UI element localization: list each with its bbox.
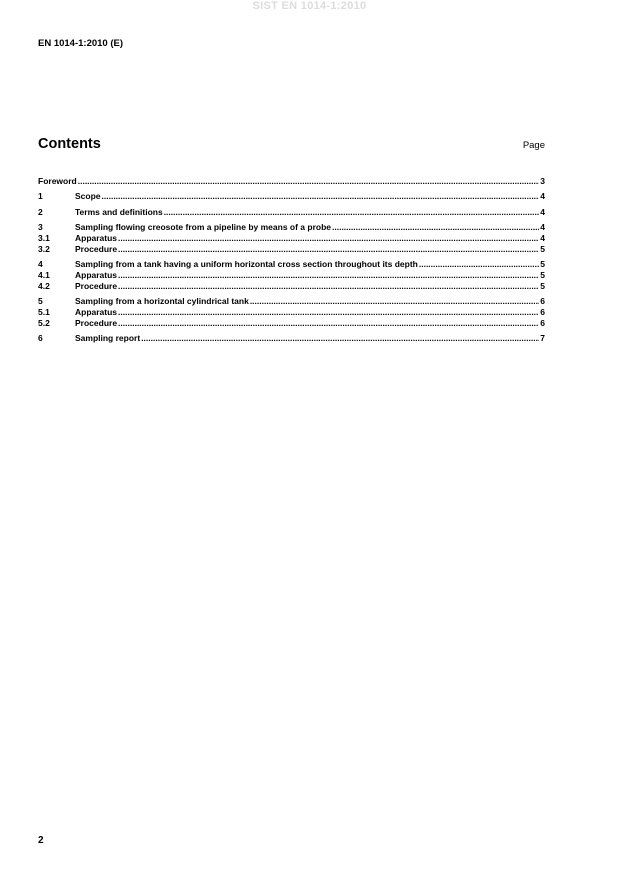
toc-entry[interactable] (38, 333, 545, 344)
toc-number: 4.1 (38, 269, 50, 280)
toc-entry[interactable] (38, 296, 545, 307)
toc-leader (419, 259, 539, 270)
toc-number: 4.2 (38, 280, 50, 291)
toc-leader (118, 244, 539, 255)
toc-page: 3 (540, 176, 545, 186)
toc-title: Sampling from a horizontal cylindrical tank (75, 296, 249, 307)
toc-number: 3.1 (38, 232, 50, 243)
toc-title: Procedure (75, 243, 118, 254)
toc-page: 5 (540, 269, 545, 280)
toc-page: 6 (540, 296, 545, 307)
toc-leader (332, 222, 539, 233)
toc-page: 4 (540, 191, 545, 202)
toc-title: Procedure (75, 280, 118, 291)
toc-leader (118, 233, 539, 244)
toc-title: Foreword (38, 176, 77, 186)
toc-leader (250, 296, 539, 307)
toc-number: 3.2 (38, 243, 50, 254)
toc-number: 5.2 (38, 317, 50, 328)
toc-number: 5 (38, 296, 43, 307)
toc-page: 6 (540, 306, 545, 317)
toc-leader (141, 333, 539, 344)
toc-page: 4 (540, 232, 545, 243)
document-header: EN 1014-1:2010 (E) (38, 38, 124, 49)
toc-page: 5 (540, 259, 545, 270)
toc-entry[interactable] (38, 191, 545, 202)
toc-page: 6 (540, 317, 545, 328)
toc-page: 4 (540, 206, 545, 217)
toc-title: Apparatus (75, 269, 118, 280)
toc-leader (102, 191, 540, 202)
toc-entry[interactable] (38, 307, 545, 318)
toc-number: 6 (38, 333, 43, 344)
toc-title: Scope (75, 191, 101, 202)
toc-leader (164, 207, 540, 218)
contents-title: Contents (38, 136, 101, 152)
toc-leader (118, 318, 539, 329)
toc-title: Sampling report (75, 333, 141, 344)
page-number: 2 (38, 835, 44, 846)
toc-entry[interactable] (38, 244, 545, 255)
toc-number: 1 (38, 191, 43, 202)
page-column-label: Page (522, 140, 545, 151)
toc-number: 3 (38, 222, 43, 233)
toc-leader (118, 307, 539, 318)
table-of-contents (38, 176, 545, 344)
toc-leader (118, 270, 539, 281)
toc-title: Apparatus (75, 232, 118, 243)
watermark: SIST EN 1014-1:2010 (252, 0, 367, 12)
toc-title: Procedure (75, 317, 118, 328)
toc-page: 5 (540, 243, 545, 254)
toc-entry[interactable] (38, 318, 545, 329)
toc-entry[interactable] (38, 281, 545, 292)
toc-entry[interactable] (38, 222, 545, 233)
toc-leader (118, 281, 539, 292)
toc-entry[interactable] (38, 270, 545, 281)
toc-title: Apparatus (75, 306, 118, 317)
toc-page: 4 (540, 222, 545, 233)
toc-page: 7 (540, 333, 545, 344)
toc-number: 4 (38, 259, 43, 270)
toc-leader (78, 176, 540, 187)
toc-entry-foreword[interactable] (38, 176, 545, 187)
toc-number: 5.1 (38, 306, 50, 317)
toc-title: Sampling flowing creosote from a pipeline by means of a probe (75, 222, 331, 233)
toc-entry[interactable] (38, 233, 545, 244)
toc-number: 2 (38, 206, 43, 217)
toc-title: Terms and definitions (75, 206, 163, 217)
toc-page: 5 (540, 280, 545, 291)
toc-title: Sampling from a tank having a uniform horizontal cross section throughout its depth (75, 259, 418, 270)
toc-entry[interactable] (38, 207, 545, 218)
toc-entry[interactable] (38, 259, 545, 270)
